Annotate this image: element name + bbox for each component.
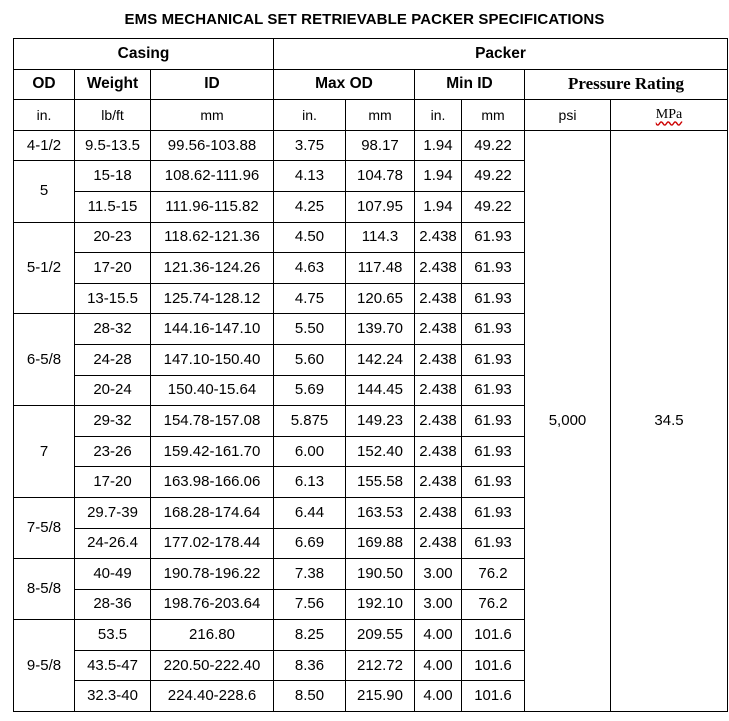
weight-cell: 40-49 [75,559,151,590]
min-id-mm-cell: 61.93 [462,344,525,375]
od-cell: 9-5/8 [14,620,75,712]
od-cell: 6-5/8 [14,314,75,406]
min-id-in-cell: 2.438 [415,406,462,437]
units-row [14,100,728,131]
max-od-in-cell: 3.75 [274,130,346,161]
id-cell: 224.40-228.6 [151,681,274,712]
min-id-in-cell: 2.438 [415,528,462,559]
max-od-mm-cell: 209.55 [346,620,415,651]
max-od-mm-cell: 149.23 [346,406,415,437]
od-cell: 7 [14,406,75,498]
id-cell: 111.96-115.82 [151,191,274,222]
table-row [14,130,728,161]
weight-cell: 13-15.5 [75,283,151,314]
min-id-mm-cell: 76.2 [462,559,525,590]
od-cell: 5 [14,161,75,222]
max-od-in-cell: 4.63 [274,253,346,284]
min-id-mm-cell: 49.22 [462,191,525,222]
page-title: EMS MECHANICAL SET RETRIEVABLE PACKER SPECIFICATIONS [124,11,605,28]
unit-max-od-in: in. [274,100,346,131]
weight-header: Weight [75,69,151,100]
min-id-header: Min ID [415,69,525,100]
min-id-mm-cell: 61.93 [462,314,525,345]
unit-id: mm [151,100,274,131]
max-od-mm-cell: 215.90 [346,681,415,712]
max-od-mm-cell: 98.17 [346,130,415,161]
pressure-psi-cell: 5,000 [525,130,611,711]
max-od-in-cell: 4.25 [274,191,346,222]
min-id-in-cell: 4.00 [415,681,462,712]
id-cell: 168.28-174.64 [151,497,274,528]
max-od-in-cell: 5.60 [274,344,346,375]
min-id-mm-cell: 61.93 [462,375,525,406]
min-id-mm-cell: 61.93 [462,222,525,253]
id-header: ID [151,69,274,100]
min-id-in-cell: 2.438 [415,344,462,375]
weight-cell: 23-26 [75,436,151,467]
min-id-mm-cell: 101.6 [462,650,525,681]
unit-psi: psi [525,100,611,131]
header-row-2 [14,69,728,100]
header-row-1 [14,39,728,70]
id-cell: 154.78-157.08 [151,406,274,437]
min-id-in-cell: 2.438 [415,283,462,314]
weight-cell: 20-23 [75,222,151,253]
id-cell: 144.16-147.10 [151,314,274,345]
max-od-mm-cell: 114.3 [346,222,415,253]
id-cell: 150.40-15.64 [151,375,274,406]
max-od-in-cell: 8.36 [274,650,346,681]
max-od-in-cell: 6.69 [274,528,346,559]
min-id-in-cell: 2.438 [415,467,462,498]
id-cell: 220.50-222.40 [151,650,274,681]
max-od-in-cell: 6.00 [274,436,346,467]
min-id-mm-cell: 49.22 [462,161,525,192]
min-id-in-cell: 2.438 [415,314,462,345]
min-id-mm-cell: 61.93 [462,436,525,467]
id-cell: 177.02-178.44 [151,528,274,559]
weight-cell: 29-32 [75,406,151,437]
max-od-mm-cell: 142.24 [346,344,415,375]
max-od-mm-cell: 139.70 [346,314,415,345]
id-cell: 121.36-124.26 [151,253,274,284]
unit-weight: lb/ft [75,100,151,131]
min-id-in-cell: 2.438 [415,253,462,284]
max-od-in-cell: 4.50 [274,222,346,253]
weight-cell: 24-28 [75,344,151,375]
max-od-in-cell: 5.69 [274,375,346,406]
max-od-mm-cell: 212.72 [346,650,415,681]
id-cell: 163.98-166.06 [151,467,274,498]
id-cell: 99.56-103.88 [151,130,274,161]
unit-max-od-mm: mm [346,100,415,131]
max-od-in-cell: 4.13 [274,161,346,192]
max-od-in-cell: 6.13 [274,467,346,498]
min-id-mm-cell: 101.6 [462,681,525,712]
id-cell: 190.78-196.22 [151,559,274,590]
unit-min-id-mm: mm [462,100,525,131]
od-cell: 8-5/8 [14,559,75,620]
min-id-in-cell: 4.00 [415,620,462,651]
unit-od: in. [14,100,75,131]
od-header: OD [14,69,75,100]
max-od-mm-cell: 144.45 [346,375,415,406]
weight-cell: 20-24 [75,375,151,406]
weight-cell: 17-20 [75,467,151,498]
min-id-in-cell: 4.00 [415,650,462,681]
max-od-mm-cell: 152.40 [346,436,415,467]
min-id-in-cell: 2.438 [415,222,462,253]
max-od-mm-cell: 155.58 [346,467,415,498]
min-id-mm-cell: 101.6 [462,620,525,651]
min-id-mm-cell: 61.93 [462,283,525,314]
id-cell: 198.76-203.64 [151,589,274,620]
weight-cell: 11.5-15 [75,191,151,222]
id-cell: 108.62-111.96 [151,161,274,192]
min-id-in-cell: 3.00 [415,589,462,620]
min-id-mm-cell: 76.2 [462,589,525,620]
max-od-mm-cell: 163.53 [346,497,415,528]
min-id-in-cell: 3.00 [415,559,462,590]
od-cell: 7-5/8 [14,497,75,558]
id-cell: 125.74-128.12 [151,283,274,314]
weight-cell: 43.5-47 [75,650,151,681]
min-id-in-cell: 1.94 [415,161,462,192]
min-id-in-cell: 2.438 [415,497,462,528]
max-od-in-cell: 8.50 [274,681,346,712]
max-od-mm-cell: 104.78 [346,161,415,192]
weight-cell: 29.7-39 [75,497,151,528]
specifications-table [13,38,728,712]
min-id-in-cell: 2.438 [415,436,462,467]
min-id-mm-cell: 61.93 [462,528,525,559]
min-id-mm-cell: 61.93 [462,497,525,528]
id-cell: 159.42-161.70 [151,436,274,467]
min-id-in-cell: 1.94 [415,191,462,222]
pressure-rating-header: Pressure Rating [525,69,728,100]
max-od-in-cell: 5.875 [274,406,346,437]
pressure-mpa-cell: 34.5 [611,130,728,711]
casing-header: Casing [14,39,274,70]
max-od-mm-cell: 120.65 [346,283,415,314]
min-id-mm-cell: 61.93 [462,467,525,498]
weight-cell: 15-18 [75,161,151,192]
min-id-mm-cell: 49.22 [462,130,525,161]
weight-cell: 24-26.4 [75,528,151,559]
max-od-in-cell: 4.75 [274,283,346,314]
min-id-in-cell: 1.94 [415,130,462,161]
od-cell: 5-1/2 [14,222,75,314]
max-od-in-cell: 8.25 [274,620,346,651]
weight-cell: 53.5 [75,620,151,651]
min-id-in-cell: 2.438 [415,375,462,406]
id-cell: 147.10-150.40 [151,344,274,375]
max-od-mm-cell: 192.10 [346,589,415,620]
max-od-mm-cell: 190.50 [346,559,415,590]
od-cell: 4-1/2 [14,130,75,161]
weight-cell: 28-36 [75,589,151,620]
unit-min-id-in: in. [415,100,462,131]
max-od-mm-cell: 117.48 [346,253,415,284]
max-od-in-cell: 6.44 [274,497,346,528]
max-od-mm-cell: 169.88 [346,528,415,559]
unit-mpa-cell [611,100,728,131]
weight-cell: 28-32 [75,314,151,345]
max-od-in-cell: 5.50 [274,314,346,345]
weight-cell: 9.5-13.5 [75,130,151,161]
unit-mpa: MPa [655,107,683,123]
id-cell: 216.80 [151,620,274,651]
packer-header: Packer [274,39,728,70]
max-od-in-cell: 7.38 [274,559,346,590]
weight-cell: 32.3-40 [75,681,151,712]
max-od-mm-cell: 107.95 [346,191,415,222]
id-cell: 118.62-121.36 [151,222,274,253]
max-od-in-cell: 7.56 [274,589,346,620]
weight-cell: 17-20 [75,253,151,284]
min-id-mm-cell: 61.93 [462,253,525,284]
max-od-header: Max OD [274,69,415,100]
min-id-mm-cell: 61.93 [462,406,525,437]
